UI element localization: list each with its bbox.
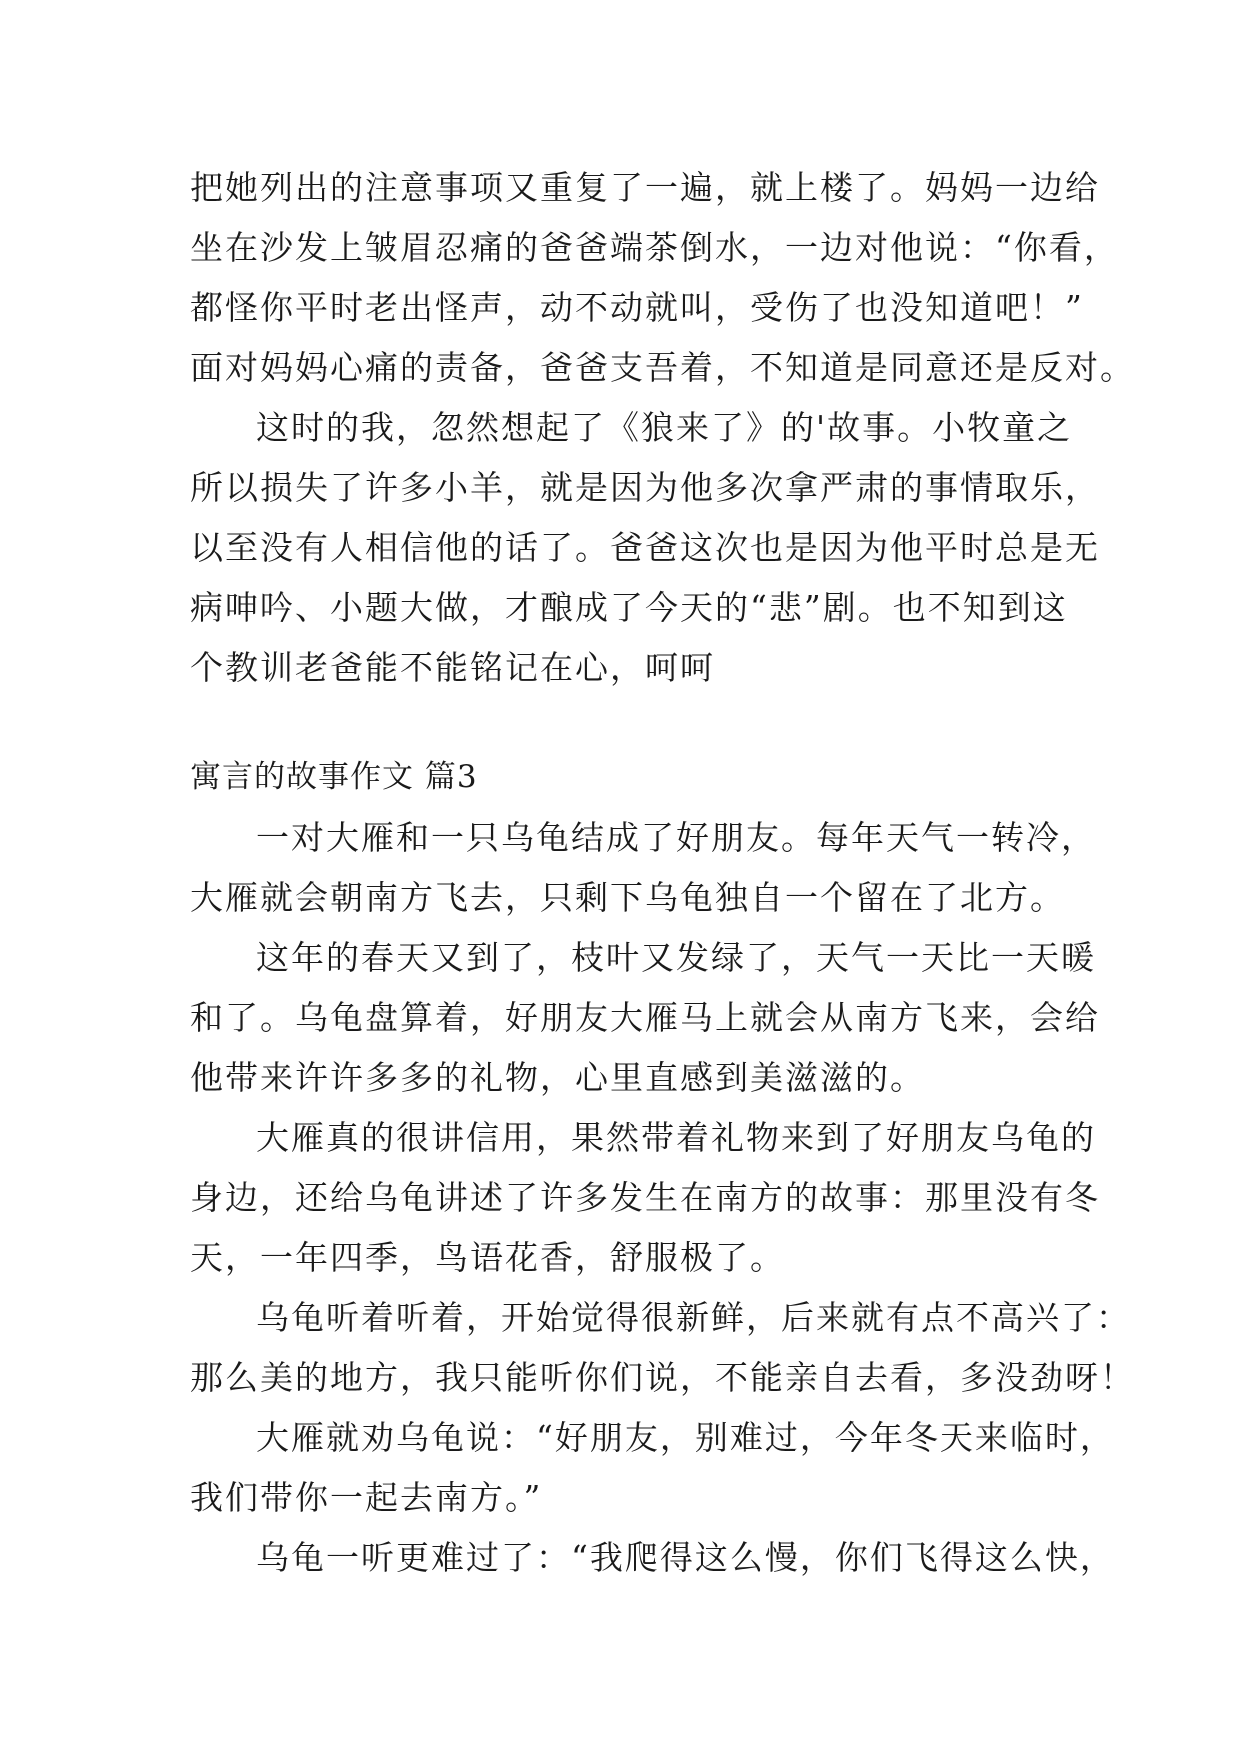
text-line: 病呻吟、小题大做，才酿成了今天的“悲”剧。也不知到这 (190, 588, 1068, 627)
section-heading: 寓言的故事作文 篇3 (190, 759, 478, 795)
text-line: 大雁真的很讲信用，果然带着礼物来到了好朋友乌龟的 (256, 1118, 1096, 1157)
text-line: 这时的我，忽然想起了《狼来了》的'故事。小牧童之 (256, 408, 1073, 447)
text-line: 乌龟一听更难过了：“我爬得这么慢，你们飞得这么快， (256, 1538, 1115, 1577)
text-line: 和了。乌龟盘算着，好朋友大雁马上就会从南方飞来，会给 (190, 998, 1100, 1037)
continuation-paragraph (190, 158, 1135, 398)
text-line: 一对大雁和一只乌龟结成了好朋友。每年天气一转冷， (256, 818, 1096, 857)
text-line: 天，一年四季，鸟语花香，舒服极了。 (190, 1238, 785, 1277)
story-paragraph-3 (190, 1108, 1100, 1288)
story-paragraph-6 (190, 1528, 1115, 1588)
text-line: 面对妈妈心痛的责备，爸爸支吾着，不知道是同意还是反对。 (190, 348, 1135, 387)
text-line: 个教训老爸能不能铭记在心，呵呵 (190, 648, 715, 687)
text-line: 把她列出的注意事项又重复了一遍，就上楼了。妈妈一边给 (190, 168, 1100, 207)
text-line: 乌龟听着听着，开始觉得很新鲜，后来就有点不高兴了： (256, 1298, 1131, 1337)
text-line: 身边，还给乌龟讲述了许多发生在南方的故事：那里没有冬 (190, 1178, 1100, 1217)
text-line: 坐在沙发上皱眉忍痛的爸爸端茶倒水，一边对他说：“你看， (190, 228, 1119, 267)
text-line: 那么美的地方，我只能听你们说，不能亲自去看，多没劲呀！ (190, 1358, 1135, 1397)
document-page (190, 158, 1135, 1588)
text-line: 大雁就劝乌龟说：“好朋友，别难过，今年冬天来临时， (256, 1418, 1115, 1457)
story-paragraph-1 (190, 808, 1096, 928)
story-paragraph-5 (190, 1408, 1115, 1528)
text-line: 他带来许许多多的礼物，心里直感到美滋滋的。 (190, 1058, 925, 1097)
text-line: 以至没有人相信他的话了。爸爸这次也是因为他平时总是无 (190, 528, 1100, 567)
text-line: 我们带你一起去南方。” (190, 1478, 543, 1517)
text-line: 所以损失了许多小羊，就是因为他多次拿严肃的事情取乐， (190, 468, 1100, 507)
section-spacer (190, 698, 1070, 746)
text-line: 这年的春天又到了，枝叶又发绿了，天气一天比一天暖 (256, 938, 1096, 977)
text-line: 大雁就会朝南方飞去，只剩下乌龟独自一个留在了北方。 (190, 878, 1065, 917)
reflection-paragraph (190, 398, 1100, 698)
story-paragraph-4 (190, 1288, 1135, 1408)
story-paragraph-2 (190, 928, 1100, 1108)
text-line: 都怪你平时老出怪声，动不动就叫，受伤了也没知道吧！” (190, 288, 1084, 327)
